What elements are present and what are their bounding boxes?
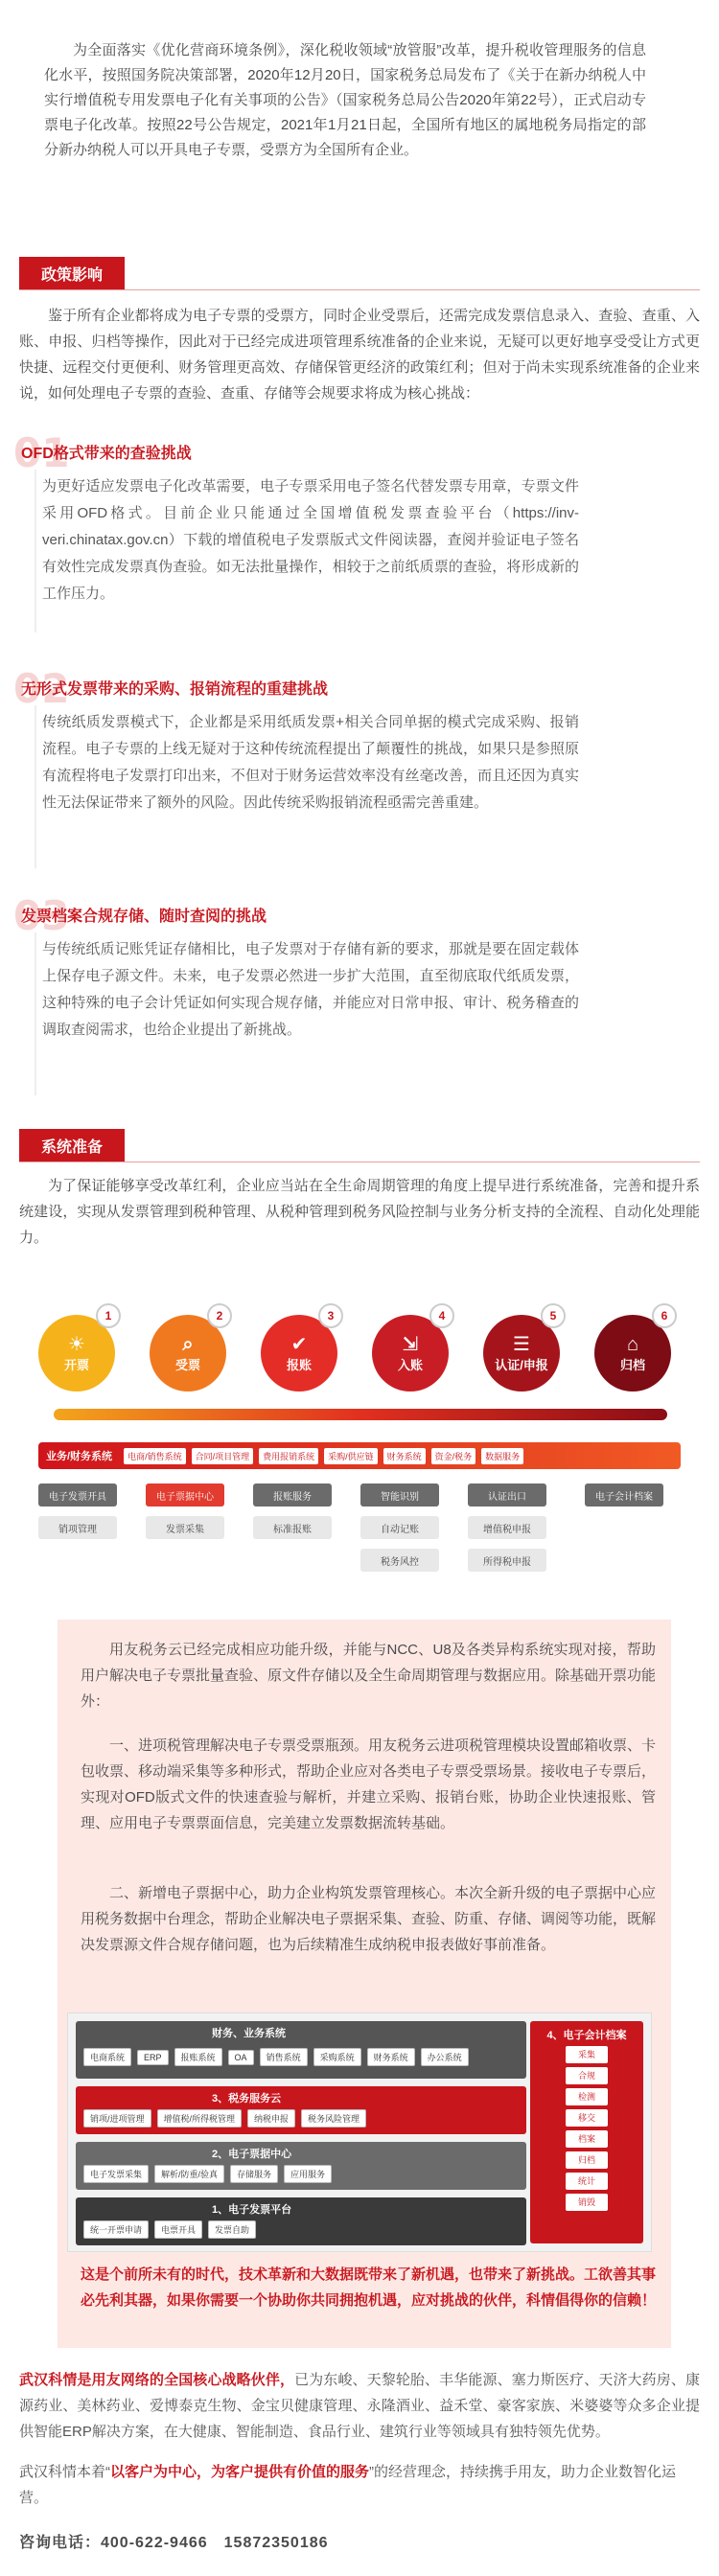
- step-reimburse: ✔ 报账: [261, 1315, 337, 1392]
- section-title-policy: 政策影响: [19, 257, 125, 289]
- section-divider: [19, 289, 700, 290]
- step-number: 1: [96, 1303, 121, 1328]
- step-number: 4: [429, 1303, 454, 1328]
- step-declare: ☰ 认证/申报: [483, 1315, 560, 1392]
- challenge-body-ofd: 为更好适应发票电子化改革需要，电子专票采用电子签名代替发票专用章，专票文件采用OFD格式。目前企业只能通过全国增值税发票查验平台（https://inv-veri.chinatax.gov.cn）下载的增值税电子发票版式文件阅读器，查阅并验证电子签名有效性完成发票真伪查验。如无法批量操作，相较于之前纸质票的查验，将形成新的工作压力。: [42, 478, 579, 602]
- module-box: 电子发票开具: [38, 1484, 117, 1506]
- module-box: 电子会计档案: [585, 1484, 663, 1506]
- item-number: 03: [13, 892, 70, 939]
- step-number: 6: [652, 1303, 677, 1328]
- search-icon: ⌕: [182, 1333, 194, 1355]
- feature-ticket-center: 二、新增电子票据中心，助力企业构筑发票管理核心。本次全新升级的电子票据中心应用税务数据中台理念，帮助企业解决电子票据采集、查验、防重、存储、调阅等功能，既解决发票源文件合规存储问题，也为后续精准生成纳税申报表做好事前准备。: [81, 1885, 657, 1953]
- step-issue: ☀ 开票: [38, 1315, 115, 1392]
- module-box: 税务风控: [360, 1549, 439, 1572]
- import-icon: ⇲: [402, 1333, 419, 1355]
- challenge-title-archive: 发票档案合规存储、随时查阅的挑战: [21, 908, 267, 925]
- list-icon: ☰: [513, 1333, 530, 1355]
- module-box: 报账服务: [253, 1484, 332, 1506]
- item-number: 02: [13, 665, 70, 712]
- home-icon: ⌂: [626, 1333, 639, 1355]
- business-philosophy: 武汉科情本着“以客户为中心，为客户提供有价值的服务”的经营理念，持续携手用友，助力企业数智化运营。: [19, 2464, 677, 2506]
- module-box: 所得税申报: [468, 1549, 546, 1572]
- module-box: 增值税申报: [468, 1516, 546, 1539]
- step-archive: ⌂ 归档: [594, 1315, 671, 1392]
- sun-icon: ☀: [68, 1333, 85, 1355]
- system-paragraph: 为了保证能够享受改革红利，企业应当站在全生命周期管理的角度上提早进行系统准备，完善和提升系统建设，实现从发票管理到税种管理、从税种管理到税务风险控制与业务分析支持的全流程、自动化处理能力。: [19, 1178, 700, 1246]
- module-box: 认证出口: [468, 1484, 546, 1506]
- challenge-title-ofd: OFD格式带来的查验挑战: [21, 446, 192, 462]
- module-box: 自动记账: [360, 1516, 439, 1539]
- product-intro: 用友税务云已经完成相应功能升级，并能与NCC、U8及各类异构系统实现对接，帮助用户解决电子专票批量查验、原文件存储以及全生命周期管理与数据应用。除基础开票功能外：: [81, 1642, 657, 1710]
- process-diagram: [38, 1303, 681, 1581]
- architecture-diagram: 财务、业务系统 电商系统 ERP 报账系统 OA 销售系统 采购系统 财务系统 办公系统 3、税务服务云 销项/进项管理 增值税/所得税管理 纳税申报 税务风险管理 2、电子票据中心 电子发票采集 解析/防重/验真 存储服务 应用服务 1、电子发票平台 统一开票申请 电票开具 发票自助 4、电子会计档案 采集 合规 检测 移交 档案 归档 统计 销毁: [67, 2012, 652, 2252]
- section-title-system: 系统准备: [19, 1129, 125, 1162]
- challenge-body-process: 传统纸质发票模式下，企业都是采用纸质发票+相关合同单据的模式完成采购、报销流程。电子专票的上线无疑对于这种传统流程提出了颠覆性的挑战，如果只是参照原有流程将电子发票打印出来，不但对于财务运营效率没有丝毫改善，而且还因为真实性无法保证带来了额外的风险。因此传统采购报销流程亟需完善重建。: [42, 714, 579, 811]
- challenge-body-archive: 与传统纸质记账凭证存储相比，电子发票对于存储有新的要求，那就是要在固定载体上保存电子源文件。未来，电子发票必然进一步扩大范围，直至彻底取代纸质发票，这种特殊的电子会计凭证如何实现合规存储，并能应对日常申报、审计、税务稽查的调取查阅需求，也给企业提出了新挑战。: [42, 941, 579, 1038]
- business-system-bar: 业务/财务系统 电商/销售系统 合同/项目管理 费用报销系统 采购/供应链 财务系统 资金/税务 数据服务: [38, 1442, 681, 1469]
- policy-paragraph: 鉴于所有企业都将成为电子专票的受票方，同时企业受票后，还需完成发票信息录入、查验、查重、入账、申报、归档等操作，因此对于已经完成进项管理系统准备的企业来说，无疑可以更好地享受受让方式更快捷、远程交付更便利、财务管理更高效、存储保管更经济的政策红利；但对于尚未实现系统准备的企业来说，如何处理电子专票的查验、查重、存储等会规要求将成为核心挑战：: [19, 308, 700, 402]
- step-number: 5: [541, 1303, 566, 1328]
- check-icon: ✔: [290, 1333, 308, 1355]
- module-box: 智能识别: [360, 1484, 439, 1506]
- item-number: 01: [13, 429, 70, 476]
- challenge-title-process: 无形式发票带来的采购、报销流程的重建挑战: [21, 681, 329, 698]
- module-box: 标准报账: [253, 1516, 332, 1539]
- layer-accounting-archive: 4、电子会计档案 采集 合规 检测 移交 档案 归档 统计 销毁: [530, 2021, 643, 2243]
- module-box: 销项管理: [38, 1516, 117, 1539]
- slogan-quote: 这是个前所未有的时代，技术革新和大数据既带来了新机遇，也带来了新挑战。工欲善其事必先利其器，如果你需要一个协助你共同拥抱机遇，应对挑战的伙伴，科情倡得你的信赖！: [81, 2266, 657, 2309]
- step-number: 3: [318, 1303, 343, 1328]
- step-number: 2: [207, 1303, 232, 1328]
- module-box: 电子票据中心: [146, 1484, 224, 1506]
- step-receive: ⌕ 受票: [150, 1315, 226, 1392]
- contact-phone[interactable]: 咨询电话：400-622-9466 15872350186: [19, 2535, 329, 2551]
- company-profile: 武汉科情是用友网络的全国核心战略伙伴，已为东峻、天黎轮胎、丰华能源、塞力斯医疗、天济大药房、康源药业、美林药业、爱博泰克生物、金宝贝健康管理、永隆酒业、益禾堂、豪客家族、米婆婆等众多企业提供智能ERP解决方案，在大健康、智能制造、食品行业、建筑行业等领域具有独特领先优势。: [19, 2372, 700, 2440]
- feature-input-tax: 一、进项税管理解决电子专票受票瓶颈。用友税务云进项税管理模块设置邮箱收票、卡包收票、移动端采集等多种形式，帮助企业应对各类电子专票受票场景。接收电子专票后，实现对OFD版式文件的快速查验与解析，并建立采购、报销台账，协助企业快速报账、管理、应用电子专票票面信息，完美建立发票数据流转基础。: [81, 1737, 657, 1831]
- top-layer-tags: 电商系统 ERP 报账系统 OA 销售系统 采购系统 财务系统 办公系统: [76, 2048, 482, 2066]
- intro-paragraph: 为全面落实《优化营商环境条例》，深化税收领域“放管服”改革，提升税收管理服务的信息化水平，按照国务院决策部署，2020年12月20日，国家税务总局发布了《关于在新办纳税人中实行增值税专用发票电子化有关事项的公告》（国家税务总局公告2020年第22号），正式启动专票电子化改革。按照22号公告规定，2021年1月21日起，全国所有地区的属地税务局指定的部分新办纳税人可以开具电子专票，受票方为全国所有企业。: [44, 42, 646, 158]
- step-booking: ⇲ 入账: [372, 1315, 449, 1392]
- process-arrow-bar: [54, 1409, 667, 1420]
- module-box: 发票采集: [146, 1516, 224, 1539]
